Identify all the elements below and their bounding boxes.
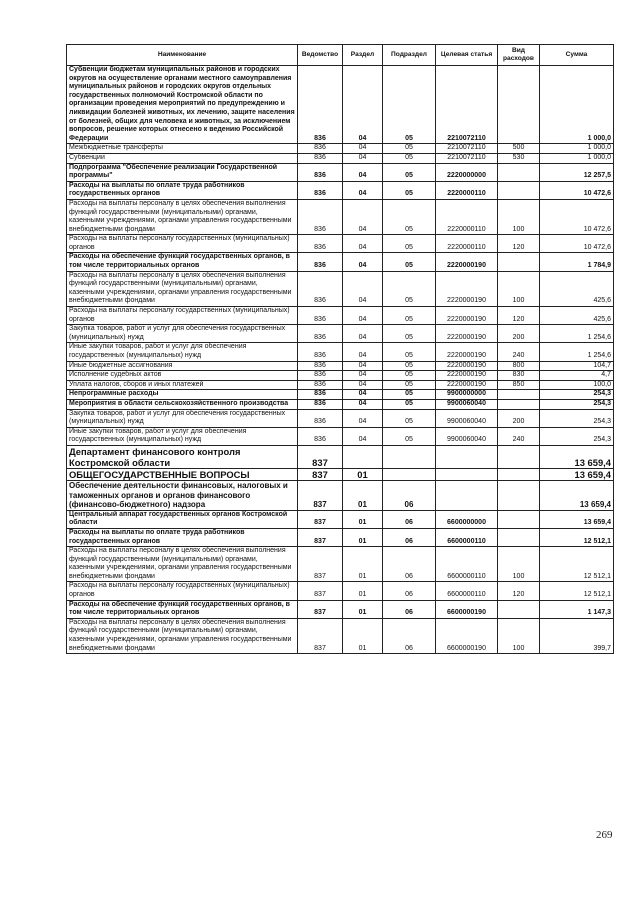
row-dept: 836 (298, 307, 343, 325)
row-section: 04 (343, 153, 383, 163)
row-target: 2220000190 (436, 325, 498, 343)
row-section: 04 (343, 235, 383, 253)
row-exptype: 100 (498, 199, 540, 234)
row-exptype: 100 (498, 618, 540, 653)
table-row (67, 144, 614, 154)
table-row (67, 153, 614, 163)
row-exptype: 240 (498, 343, 540, 361)
row-dept: 836 (298, 325, 343, 343)
row-name: ОБЩЕГОСУДАРСТВЕННЫЕ ВОПРОСЫ (67, 468, 298, 480)
row-sum: 425,6 (540, 307, 614, 325)
row-name: Расходы на выплаты персоналу в целях обеспечения выполнения функций государственными (муниципальными) органами, казенными учреждениями, органами управления государственными внебюджетными фондами (67, 199, 298, 234)
row-sum: 1 254,6 (540, 343, 614, 361)
row-sum: 1 000,0 (540, 153, 614, 163)
row-target: 2220000190 (436, 253, 498, 271)
row-dept: 836 (298, 380, 343, 390)
row-sum: 254,3 (540, 399, 614, 409)
row-exptype (498, 528, 540, 546)
row-subsection: 06 (383, 547, 436, 582)
row-subsection: 05 (383, 325, 436, 343)
row-section: 01 (343, 618, 383, 653)
row-name: Межбюджетные трансферты (67, 144, 298, 154)
table-row (67, 445, 614, 468)
table-row (67, 582, 614, 600)
row-target: 2220000190 (436, 380, 498, 390)
row-sum: 1 784,9 (540, 253, 614, 271)
row-section: 04 (343, 144, 383, 154)
row-subsection: 06 (383, 480, 436, 510)
row-section: 04 (343, 380, 383, 390)
row-section: 01 (343, 547, 383, 582)
row-subsection: 05 (383, 271, 436, 306)
row-name: Расходы на обеспечение функций государственных органов, в том числе территориальных органов (67, 600, 298, 618)
row-name: Центральный аппарат государственных органов Костромской области (67, 510, 298, 528)
row-section: 01 (343, 510, 383, 528)
row-subsection: 05 (383, 409, 436, 427)
row-sum: 100,0 (540, 380, 614, 390)
row-target (436, 445, 498, 468)
row-exptype (498, 600, 540, 618)
row-sum: 1 147,3 (540, 600, 614, 618)
row-section: 04 (343, 199, 383, 234)
row-name: Расходы на выплаты персоналу в целях обеспечения выполнения функций государственными (муниципальными) органами, казенными учреждениями, органами управления государственными внебюджетными фондами (67, 618, 298, 653)
row-name: Иные закупки товаров, работ и услуг для обеспечения государственных (муниципальных) нужд (67, 427, 298, 445)
row-dept: 836 (298, 271, 343, 306)
row-sum: 399,7 (540, 618, 614, 653)
row-section: 04 (343, 343, 383, 361)
row-subsection: 05 (383, 66, 436, 144)
row-target: 2220000190 (436, 271, 498, 306)
row-target: 9900060040 (436, 427, 498, 445)
row-section (343, 445, 383, 468)
row-subsection: 05 (383, 307, 436, 325)
row-dept: 836 (298, 427, 343, 445)
row-sum: 254,3 (540, 427, 614, 445)
row-target: 2220000000 (436, 163, 498, 181)
table-row (67, 343, 614, 361)
row-exptype: 800 (498, 361, 540, 371)
row-sum: 1 000,0 (540, 66, 614, 144)
row-section: 04 (343, 181, 383, 199)
row-target: 2210072110 (436, 153, 498, 163)
row-name: Закупка товаров, работ и услуг для обеспечения государственных (муниципальных) нужд (67, 325, 298, 343)
row-dept: 836 (298, 253, 343, 271)
row-section: 01 (343, 468, 383, 480)
row-sum: 12 257,5 (540, 163, 614, 181)
row-name: Исполнение судебных актов (67, 371, 298, 381)
table-row (67, 390, 614, 400)
row-subsection: 06 (383, 528, 436, 546)
row-dept: 837 (298, 480, 343, 510)
row-exptype (498, 399, 540, 409)
row-name: Подпрограмма "Обеспечение реализации Государственной программы" (67, 163, 298, 181)
row-exptype (498, 445, 540, 468)
row-section: 01 (343, 582, 383, 600)
table-row (67, 427, 614, 445)
row-exptype: 120 (498, 582, 540, 600)
row-target: 2220000190 (436, 371, 498, 381)
row-section: 04 (343, 409, 383, 427)
row-dept: 837 (298, 510, 343, 528)
row-exptype (498, 253, 540, 271)
row-dept: 836 (298, 144, 343, 154)
row-subsection: 05 (383, 427, 436, 445)
row-dept: 837 (298, 468, 343, 480)
row-sum: 254,3 (540, 409, 614, 427)
row-dept: 837 (298, 600, 343, 618)
row-subsection: 05 (383, 390, 436, 400)
row-section: 01 (343, 600, 383, 618)
row-section: 04 (343, 253, 383, 271)
table-row (67, 325, 614, 343)
row-name: Субвенции (67, 153, 298, 163)
row-exptype: 530 (498, 153, 540, 163)
table-row (67, 371, 614, 381)
row-sum: 4,7 (540, 371, 614, 381)
table-row (67, 618, 614, 653)
header-subsection: Подраздел (383, 45, 436, 66)
table-row (67, 181, 614, 199)
row-sum: 104,7 (540, 361, 614, 371)
table-row (67, 547, 614, 582)
row-name: Иные закупки товаров, работ и услуг для обеспечения государственных (муниципальных) нужд (67, 343, 298, 361)
row-section: 04 (343, 271, 383, 306)
row-exptype: 100 (498, 547, 540, 582)
table-body (67, 66, 614, 654)
header-dept: Ведомство (298, 45, 343, 66)
row-name: Расходы на выплаты персоналу государственных (муниципальных) органов (67, 235, 298, 253)
row-target: 9900060040 (436, 399, 498, 409)
row-exptype: 240 (498, 427, 540, 445)
row-target: 6600000190 (436, 600, 498, 618)
row-target (436, 480, 498, 510)
budget-page (66, 44, 613, 654)
row-target: 9900060040 (436, 409, 498, 427)
header-target: Целевая статья (436, 45, 498, 66)
budget-table (66, 44, 614, 654)
row-dept: 836 (298, 153, 343, 163)
table-row (67, 528, 614, 546)
row-name: Расходы на выплаты персоналу государственных (муниципальных) органов (67, 307, 298, 325)
row-subsection: 05 (383, 199, 436, 234)
row-target: 2220000110 (436, 235, 498, 253)
row-section: 04 (343, 371, 383, 381)
row-section: 04 (343, 361, 383, 371)
row-section: 04 (343, 325, 383, 343)
row-section: 01 (343, 480, 383, 510)
row-dept: 836 (298, 235, 343, 253)
row-dept: 836 (298, 399, 343, 409)
row-name: Расходы на выплаты по оплате труда работников государственных органов (67, 528, 298, 546)
row-subsection: 05 (383, 399, 436, 409)
row-target: 6600000190 (436, 618, 498, 653)
row-dept: 836 (298, 409, 343, 427)
row-subsection: 06 (383, 618, 436, 653)
row-target: 2220000110 (436, 181, 498, 199)
row-dept: 837 (298, 582, 343, 600)
row-exptype: 120 (498, 235, 540, 253)
row-exptype: 850 (498, 380, 540, 390)
table-row (67, 163, 614, 181)
row-dept: 836 (298, 371, 343, 381)
row-dept: 836 (298, 199, 343, 234)
row-subsection (383, 468, 436, 480)
row-name: Расходы на выплаты персоналу государственных (муниципальных) органов (67, 582, 298, 600)
row-target: 6600000110 (436, 582, 498, 600)
row-name: Мероприятия в области сельскохозяйственного производства (67, 399, 298, 409)
row-subsection: 05 (383, 361, 436, 371)
row-section: 04 (343, 399, 383, 409)
row-exptype (498, 510, 540, 528)
row-target: 2210072110 (436, 66, 498, 144)
row-subsection: 05 (383, 163, 436, 181)
row-exptype: 500 (498, 144, 540, 154)
row-name: Расходы на выплаты по оплате труда работников государственных органов (67, 181, 298, 199)
row-section: 04 (343, 307, 383, 325)
row-name: Расходы на выплаты персоналу в целях обеспечения выполнения функций государственными (муниципальными) органами, казенными учреждениями, органами управления государственными внебюджетными фондами (67, 547, 298, 582)
header-exptype: Вид расходов (498, 45, 540, 66)
row-dept: 837 (298, 547, 343, 582)
table-row (67, 399, 614, 409)
row-subsection: 05 (383, 343, 436, 361)
row-target: 6600000110 (436, 547, 498, 582)
row-exptype (498, 480, 540, 510)
row-sum: 12 512,1 (540, 528, 614, 546)
table-row (67, 468, 614, 480)
row-dept: 837 (298, 618, 343, 653)
row-sum: 13 659,4 (540, 468, 614, 480)
row-sum: 10 472,6 (540, 199, 614, 234)
row-dept: 837 (298, 445, 343, 468)
row-name: Непрограммные расходы (67, 390, 298, 400)
row-sum: 13 659,4 (540, 445, 614, 468)
row-exptype: 120 (498, 307, 540, 325)
row-subsection: 05 (383, 380, 436, 390)
row-target: 9900000000 (436, 390, 498, 400)
row-exptype (498, 181, 540, 199)
table-row (67, 307, 614, 325)
row-target: 6600000000 (436, 510, 498, 528)
row-name: Департамент финансового контроля Костромской области (67, 445, 298, 468)
row-exptype: 200 (498, 409, 540, 427)
row-exptype: 100 (498, 271, 540, 306)
table-row (67, 510, 614, 528)
table-row (67, 235, 614, 253)
row-target (436, 468, 498, 480)
row-target: 2220000190 (436, 343, 498, 361)
header-name: Наименование (67, 45, 298, 66)
row-subsection (383, 445, 436, 468)
table-row (67, 480, 614, 510)
row-subsection: 05 (383, 371, 436, 381)
row-subsection: 06 (383, 582, 436, 600)
row-section: 04 (343, 66, 383, 144)
row-sum: 1 000,0 (540, 144, 614, 154)
row-sum: 12 512,1 (540, 547, 614, 582)
row-name: Расходы на выплаты персоналу в целях обеспечения выполнения функций государственными (муниципальными) органами, казенными учреждениями, органами управления государственными внебюджетными фондами (67, 271, 298, 306)
row-subsection: 06 (383, 600, 436, 618)
table-header-row (67, 45, 614, 66)
table-row (67, 271, 614, 306)
row-section: 04 (343, 427, 383, 445)
row-subsection: 06 (383, 510, 436, 528)
row-dept: 836 (298, 390, 343, 400)
row-target: 6600000110 (436, 528, 498, 546)
row-subsection: 05 (383, 235, 436, 253)
row-sum: 13 659,4 (540, 510, 614, 528)
row-section: 04 (343, 163, 383, 181)
page-number: 269 (596, 829, 613, 841)
row-target: 2220000110 (436, 199, 498, 234)
row-section: 01 (343, 528, 383, 546)
row-name: Субвенции бюджетам муниципальных районов и городских округов на осуществление органами местного самоуправления муниципальных районов и городских округов отдельных государственных полномочий Костромской области по организации проведения мероприятий по предупреждению и ликвидации болезней животных, их лечению, защите населения от болезней, общих для человека и животных, за исключением вопросов, решение которых отнесено к ведению Российской Федерации (67, 66, 298, 144)
row-subsection: 05 (383, 144, 436, 154)
row-dept: 836 (298, 361, 343, 371)
table-row (67, 409, 614, 427)
row-exptype: 830 (498, 371, 540, 381)
row-subsection: 05 (383, 153, 436, 163)
table-row (67, 199, 614, 234)
row-sum: 425,6 (540, 271, 614, 306)
row-subsection: 05 (383, 181, 436, 199)
row-exptype (498, 66, 540, 144)
row-sum: 12 512,1 (540, 582, 614, 600)
row-name: Иные бюджетные ассигнования (67, 361, 298, 371)
row-name: Обеспечение деятельности финансовых, налоговых и таможенных органов и органов финансового (финансово-бюджетного) надзора (67, 480, 298, 510)
row-dept: 836 (298, 181, 343, 199)
row-dept: 836 (298, 66, 343, 144)
row-exptype (498, 390, 540, 400)
row-sum: 13 659,4 (540, 480, 614, 510)
row-sum: 10 472,6 (540, 235, 614, 253)
row-target: 2220000190 (436, 307, 498, 325)
row-exptype (498, 163, 540, 181)
row-subsection: 05 (383, 253, 436, 271)
header-section: Раздел (343, 45, 383, 66)
row-dept: 836 (298, 163, 343, 181)
row-sum: 254,3 (540, 390, 614, 400)
row-name: Расходы на обеспечение функций государственных органов, в том числе территориальных органов (67, 253, 298, 271)
header-sum: Сумма (540, 45, 614, 66)
row-target: 2210072110 (436, 144, 498, 154)
row-exptype (498, 468, 540, 480)
row-dept: 836 (298, 343, 343, 361)
row-dept: 837 (298, 528, 343, 546)
row-name: Уплата налогов, сборов и иных платежей (67, 380, 298, 390)
table-row (67, 380, 614, 390)
row-name: Закупка товаров, работ и услуг для обеспечения государственных (муниципальных) нужд (67, 409, 298, 427)
row-sum: 10 472,6 (540, 181, 614, 199)
table-row (67, 66, 614, 144)
table-row (67, 600, 614, 618)
row-sum: 1 254,6 (540, 325, 614, 343)
row-section: 04 (343, 390, 383, 400)
row-exptype: 200 (498, 325, 540, 343)
table-row (67, 361, 614, 371)
row-target: 2220000190 (436, 361, 498, 371)
table-row (67, 253, 614, 271)
